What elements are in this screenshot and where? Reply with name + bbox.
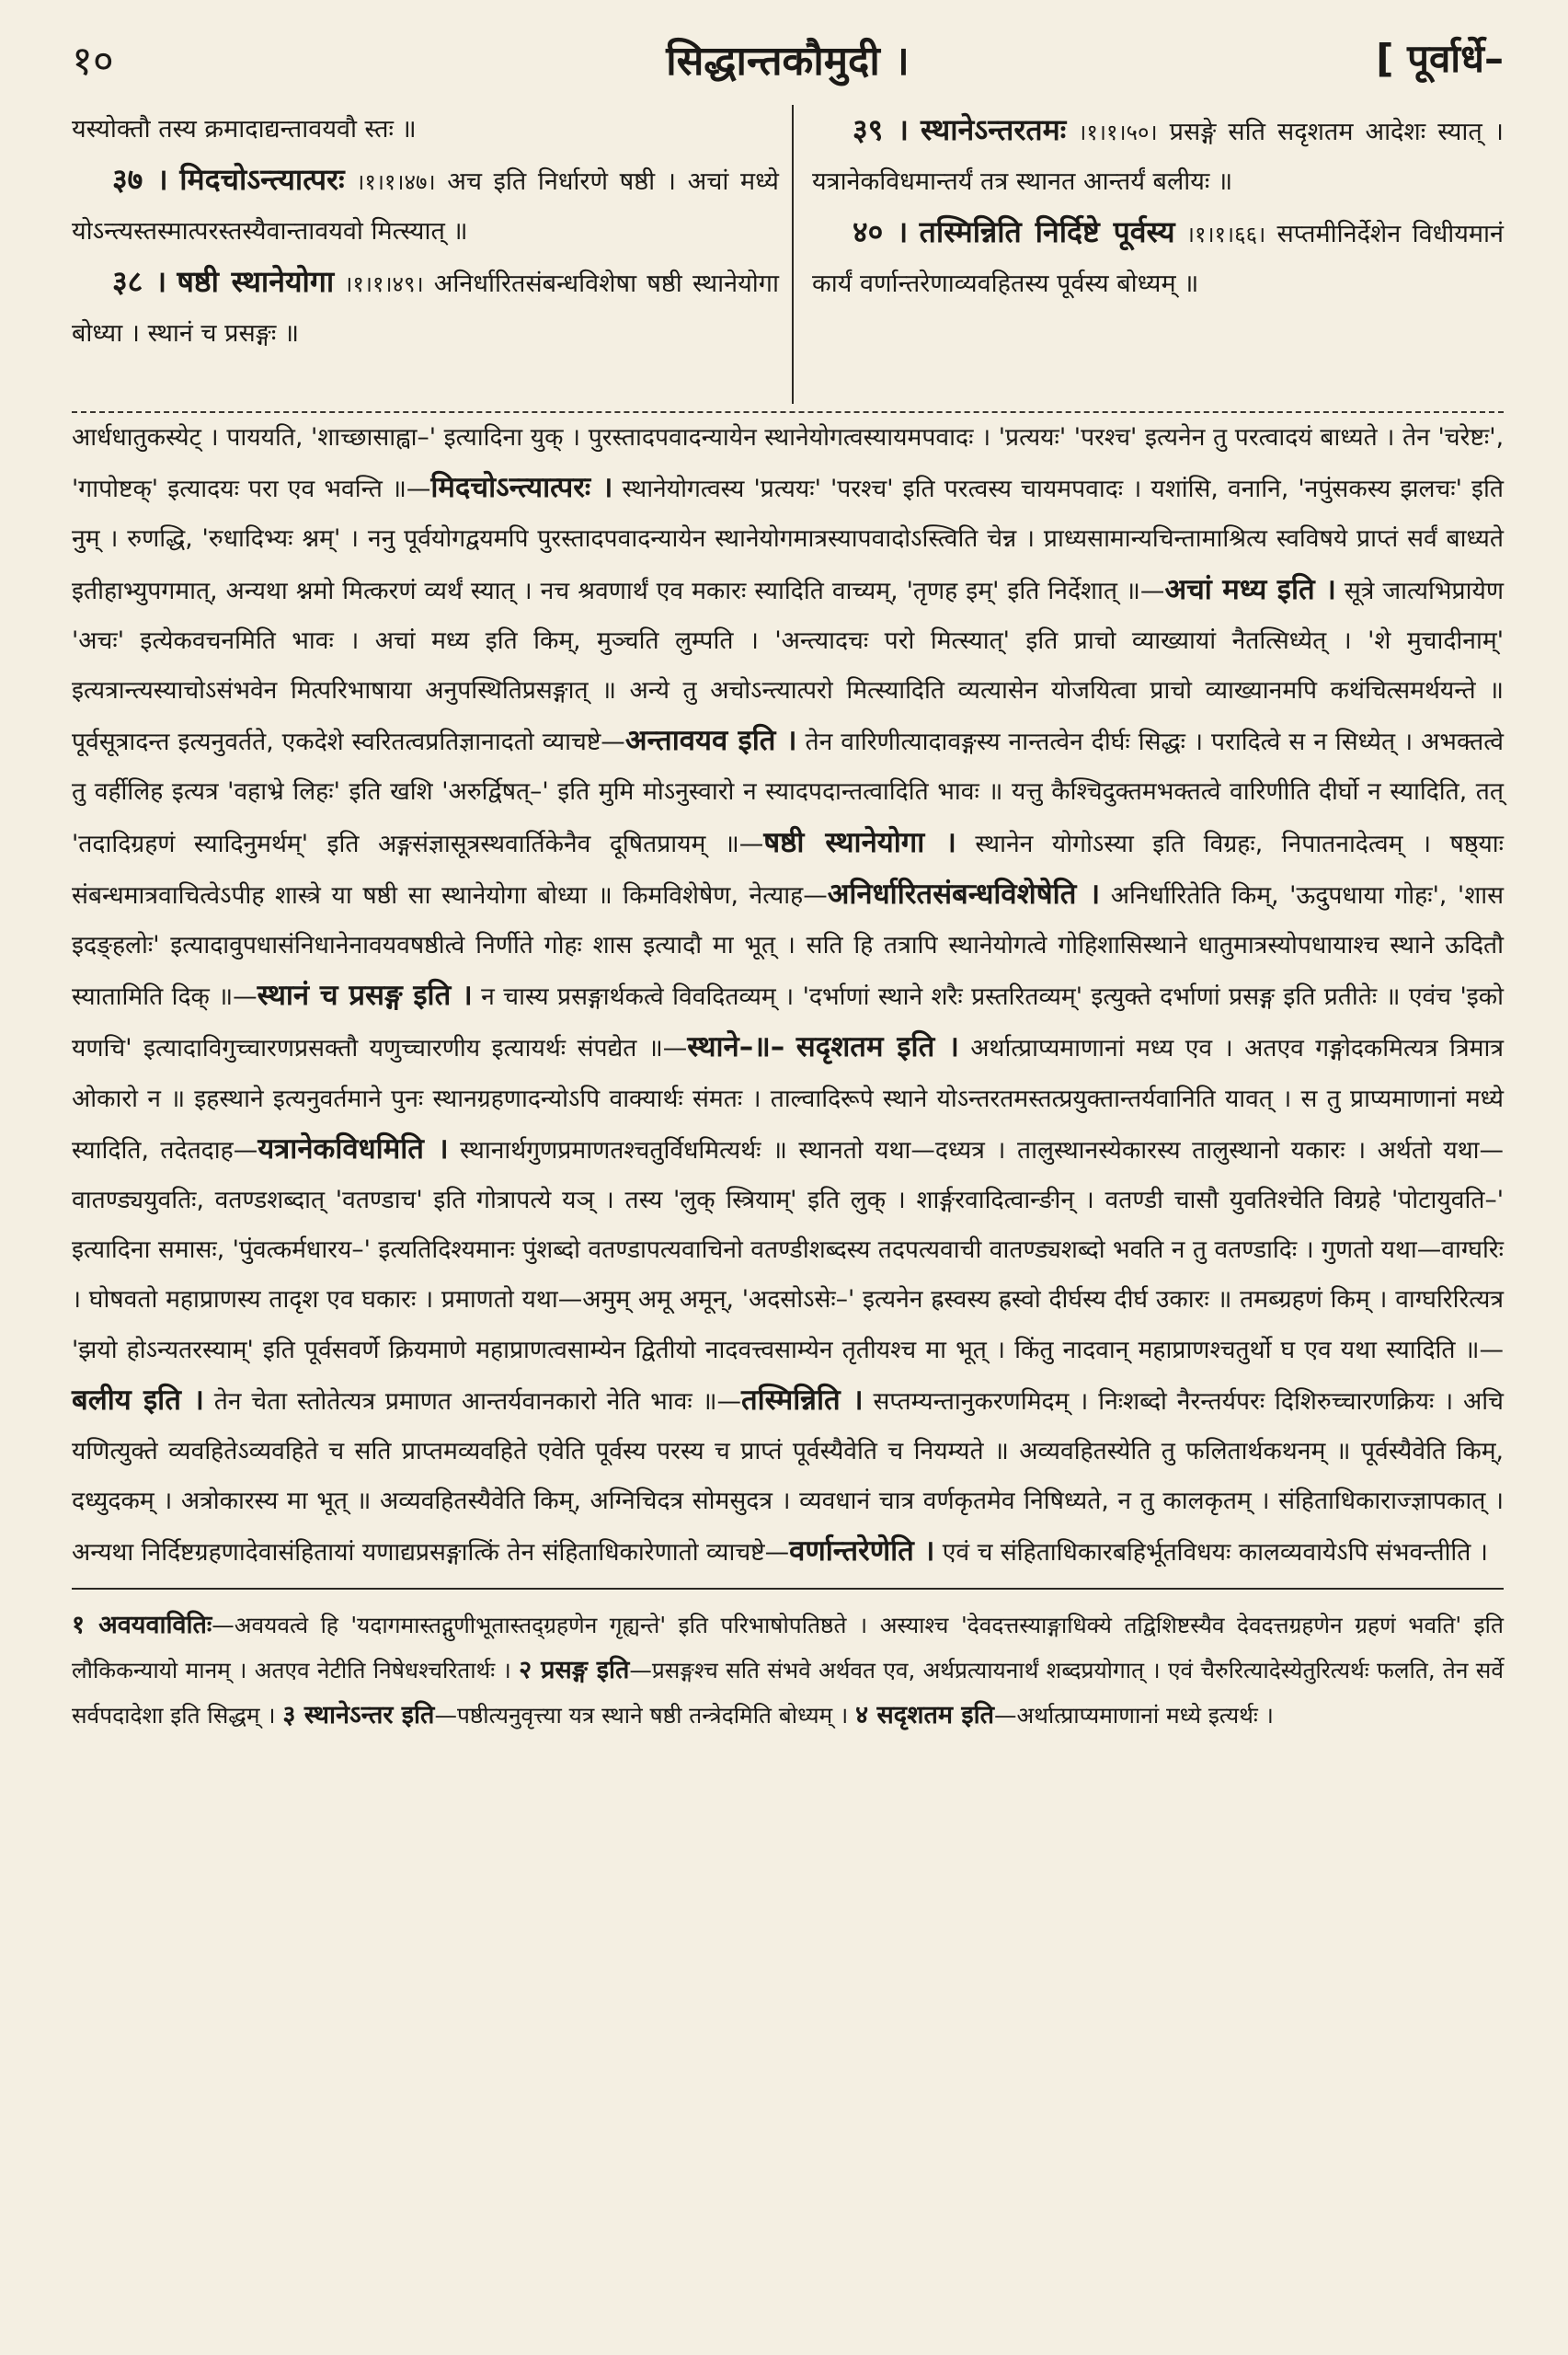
section-marker: [ पूर्वार्धे– [1376, 36, 1504, 81]
page-header [72, 24, 1504, 105]
sutra-37 [72, 155, 779, 257]
commentary-headword: अनिर्धारितसंबन्धविशेषेति । [827, 877, 1101, 911]
sutra-39 [812, 105, 1504, 207]
commentary-headword: सदृशतम इति । [795, 1030, 959, 1064]
sutra-name: तस्मिन्निति निर्दिष्टे पूर्वस्य [919, 214, 1175, 249]
commentary-headword: अचां मध्य इति । [1164, 572, 1336, 606]
commentary-headword: वर्णान्तरेणेति । [789, 1534, 935, 1568]
sutra-gloss: अनिर्धारितसंबन्धविशेषा षष्ठी स्थानेयोगा बोध्या । स्थानं च प्रसङ्गः ॥ [72, 270, 779, 348]
commentary-headword: स्थाने–॥– [687, 1030, 785, 1064]
commentary-run: आर्धधातुकस्येट् । पाययति, 'शाच्छासाह्वा–' इत्यादिना युक् । पुरस्तादपवादन्यायेन स्थानेयोगत्वस्यायमपवादः । 'प्रत्ययः' 'परश्च' इत्यनेन तु परत्वादयं बाध्यते । तेन 'चरेष्टः', 'गापोष्टक्' इत्यादयः परा एव भवन्ति ॥— [72, 423, 1504, 504]
commentary-headword: षष्ठी स्थानेयोगा । [763, 825, 956, 859]
sutra-number: ३९ । [853, 112, 909, 147]
commentary-headword: अन्तावयव इति । [624, 724, 797, 758]
commentary-text [72, 413, 1504, 1579]
footnote-label: २ प्रसङ्ग इति [519, 1655, 630, 1684]
footnote-text: —प्रसङ्गश्च सति संभवे अर्थवत एव, अर्थप्रत्यायनार्थं शब्दप्रयोगात् । एवं चैरुरित्यादेस्येतुरित्यर्थः फलति, तेन सर्वे सर्वपदादेशा इति सिद्धम् । [72, 1656, 1504, 1729]
footnote-text: —अवयवत्वे हि 'यदागमास्तद्गुणीभूतास्तद्ग्रहणेन गृह्यन्ते' इति परिभाषोपतिष्ठते । अस्याश्च 'देवदत्तस्याङ्गाधिक्ये तद्विशिष्टस्यैव देवदत्तग्रहणेन ग्रहणं भवति' इति लौकिकन्यायो मानम् । अतएव नेटीति निषेधश्चरितार्थः । [72, 1611, 1504, 1683]
running-title: सिद्धान्तकौमुदी । [666, 38, 910, 85]
sutra-name: स्थानेऽन्तरतमः [921, 112, 1067, 147]
sutra-gloss: सप्तमीनिर्देशेन विधीयमानं कार्यं वर्णान्तरेणाव्यवहितस्य पूर्वस्य बोध्यम् ॥ [812, 220, 1504, 298]
sutra-number: ४० । [853, 214, 909, 249]
sutra-column-left [72, 105, 794, 404]
footnote-label: ३ स्थानेऽन्तर इति [282, 1700, 435, 1729]
sutra-38 [72, 257, 779, 359]
commentary-run: तेन वारिणीत्यादावङ्गस्य नान्तत्वेन दीर्घः सिद्धः । परादित्वे स न सिध्येत् । अभक्तत्वे तु वर्हीलिह इत्यत्र 'वहाभ्रे लिहः' इति खशि 'अरुर्द्विषत्–' इति मुमि मोऽनुस्वारो न स्यादपदान्तत्वादिति भावः ॥ यत्तु कैश्चिदुक्तमभक्तत्वे वारिणीति दीर्घो न स्यादिति, तत् 'तदादिग्रहणं स्यादिनुमर्थम्' इति अङ्गसंज्ञासूत्रस्थवार्तिकेनैव दूषितप्रायम् ॥— [72, 728, 1505, 858]
footnote-label: १ अवयवावितिः [72, 1610, 212, 1639]
commentary-headword: यत्रानेकविधमिति । [258, 1132, 449, 1166]
sutra-column-right [794, 105, 1504, 404]
sutra-block [72, 105, 1504, 404]
commentary-run: सूत्रे जात्यभिप्रायेण 'अचः' इत्येकवचनमिति भावः । अचां मध्य इति किम्, मुञ्चति लुम्पति । 'अन्त्यादचः परो मित्स्यात्' इति प्राचो व्याख्यायां नैतत्सिध्येत् । 'शे मुचादीनाम्' इत्यत्रान्त्यस्याचोऽसंभवेन मित्परिभाषाया अनुपस्थितिप्रसङ्गात् ॥ अन्ये तु अचोऽन्त्यात्परो मित्स्यादिति व्यत्यासेन योजयित्वा प्राचो व्याख्यानमपि कथंचित्समर्थयन्ते ॥ पूर्वसूत्रादन्त इत्यनुवर्तते, एकदेशे स्वरितत्वप्रतिज्ञानादतो व्याचष्टे— [72, 576, 1504, 757]
sutra-name: मिदचोऽन्त्यात्परः [179, 162, 345, 197]
page-number: १० [72, 38, 114, 85]
sutra-name: षष्ठी स्थानेयोगा [177, 264, 335, 299]
footnotes [72, 1603, 1504, 1738]
commentary-run: स्थानेयोगत्वस्य 'प्रत्ययः' 'परश्च' इति परत्वस्य चायमपवादः । यशांसि, वनानि, 'नपुंसकस्य झलचः' इति नुम् । रुणद्धि, 'रुधादिभ्यः श्नम्' । ननु पूर्वयोगद्वयमपि पुरस्तादपवादन्यायेन स्थानेयोगमात्रस्यापवादोऽस्त्विति चेन्न । प्राध्यसामान्यचिन्तामाश्रित्य स्वविषये प्राप्तं सर्वं बाध्यते इतीहाभ्युपगमात्, अन्यथा श्नमो मित्करणं व्यर्थं स्यात् । नच श्रवणार्थं एव मकारः स्यादिति वाच्यम्, 'तृणह इम्' इति निर्देशात् ॥— [72, 475, 1505, 605]
footnote-text: —पष्ठीत्यनुवृत्त्या यत्र स्थाने षष्ठी तन्त्रेदमिति बोध्यम् । [434, 1701, 856, 1729]
sutra-reference: ।१।१।४७। [356, 169, 436, 195]
commentary-headword: बलीय इति । [72, 1383, 204, 1417]
footnote-rule [72, 1588, 1504, 1590]
commentary-run: तेन चेता स्तोतेत्यत्र प्रमाणत आन्तर्यवानकारो नेति भावः ॥— [203, 1386, 741, 1416]
sutra-reference: ।१।१।५०। [1078, 120, 1158, 145]
footnote-label: ४ सदृशतम इति [855, 1700, 995, 1729]
sutra-reference: ।१।१।६६। [1185, 222, 1266, 247]
commentary-run: सप्तम्यन्तानुकरणमिदम् । निःशब्दो नैरन्तर्यपरः दिशिरुच्चारणक्रियः । अचि यणित्युक्ते व्यवहितेऽव्यवहिते च सति प्राप्तमव्यवहिते एवेति पूर्वस्य परस्य च प्राप्तं पूर्वस्यैवेति च नियम्यते ॥ अव्यवहितस्येति तु फलितार्थकथनम् ॥ पूर्वस्यैवेति किम्, दध्युदकम् । अत्रोकारस्य मा भूत् ॥ अव्यवहितस्यैवेति किम्, अग्निचिदत्र सोमसुदत्र । व्यवधानं चात्र वर्णकृतमेव निषिध्यते, न तु कालकृतम् । संहिताधिकाराज्ज्ञापकात् । अन्यथा निर्दिष्टग्रहणादेवासंहितायां यणाद्यप्रसङ्गात्किं तेन संहिताधिकारेणातो व्याचष्टे— [72, 1386, 1504, 1568]
footnote-text: —अर्थात्प्राप्यमाणानां मध्ये इत्यर्थः । [994, 1701, 1274, 1729]
sutra-number: ३८ । [112, 264, 167, 299]
commentary-run: एवं च संहिताधिकारबहिर्भूतविधयः कालव्यवायेऽपि संभवन्तीति । [934, 1538, 1488, 1568]
sutra-number: ३७ । [112, 162, 168, 197]
sutra-gloss: अच इति निर्धारणे षष्ठी । अचां मध्ये योऽन्त्यस्तस्मात्परस्तस्यैवान्तावयवो मित्स्यात् ॥ [72, 167, 779, 246]
sutra-reference: ।१।१।४९। [344, 271, 424, 297]
commentary-headword: तस्मिन्निति । [740, 1383, 864, 1417]
commentary-run: स्थानार्थगुणप्रमाणतश्चतुर्विधमित्यर्थः ॥ स्थानतो यथा—दध्यत्र । तालुस्थानस्येकारस्य तालुस्थानो यकारः । अर्थतो यथा—वातण्ड्ययुवतिः, वतण्डशब्दात् 'वतण्डाच' इति गोत्रापत्ये यञ् । तस्य 'लुक् स्त्रियाम्' इति लुक् । शार्ङ्गरवादित्वान्ङीन् । वतण्डी चासौ युवतिश्चेति विग्रहे 'पोटायुवति–' इत्यादिना समासः, 'पुंवत्कर्मधारय–' इत्यतिदिश्यमानः पुंशब्दो वतण्डापत्यवाचिनो वतण्डीशब्दस्य तदपत्यवाची वातण्ड्यशब्दो भवति न तु वतण्डादिः । गुणतो यथा—वाग्घरिः । घोषवतो महाप्राणस्य तादृश एव घकारः । प्रमाणतो यथा—अमुम् अमू अमून्, 'अदसोऽसेः–' इत्यनेन ह्रस्वस्य ह्रस्वो दीर्घस्य दीर्घ उकारः ॥ तमब्ग्रहणं किम् । वाग्घरिरित्यत्र 'झयो होऽन्यतरस्याम्' इति पूर्वसवर्णे क्रियमाणे महाप्राणत्वसाम्येन द्वितीयो नादवत्त्वसाम्येन तृतीयश्च मा भूत् । किंतु नादवान् महाप्राणश्चतुर्थो घ एव यथा स्यादिति ॥— [72, 1135, 1504, 1364]
commentary-run: न चास्य प्रसङ्गार्थकत्वे विवदितव्यम् । 'दर्भाणां स्थाने शरैः प्रस्तरितव्यम्' इत्युक्ते दर्भाणां प्रसङ्ग इति प्रतीतेः ॥ एवंच 'इको यणचि' इत्यादाविगुच्चारणप्रसक्तौ यणुच्चारणीय इत्यायर्थः संपद्येत ॥— [72, 982, 1505, 1063]
sutra-gloss: प्रसङ्गे सति सदृशतम आदेशः स्यात् । यत्रानेकविधमान्तर्यं तत्र स्थानत आन्तर्यं बलीयः ॥ [812, 118, 1504, 196]
commentary-headword: स्थानं च प्रसङ्ग इति । [257, 979, 473, 1013]
sutra-40 [812, 207, 1504, 309]
carry-over-text [72, 105, 779, 155]
commentary-run: अनिर्धारितेति किम्, 'ऊदुपधाया गोहः', 'शास इदङ्हलोः' इत्यादावुपधासंनिधानेनावयवषष्ठीत्वे निर्णीते गोहः शास इत्यादौ मा भूत् । सति हि तत्रापि स्थानेयोगत्वे गोहिशासिस्थाने धातुमात्रस्योपधायाश्च स्थाने ऊदितौ स्यातामिति दिक् ॥— [72, 880, 1504, 1012]
commentary-run: स्थानेन योगोऽस्या इति विग्रहः, निपातनादेत्वम् । षष्ठ्याः संबन्धमात्रवाचित्वेऽपीह शास्त्रे या षष्ठी सा स्थानेयोगा बोध्या ॥ किमविशेषेण, नेत्याह— [72, 829, 1505, 910]
commentary-headword: मिदचोऽन्त्यात्परः । [430, 471, 613, 505]
commentary-run: अर्थात्प्राप्यमाणानां मध्य एव । अतएव गङ्गोदकमित्यत्र त्रिमात्र ओकारो न ॥ इहस्थाने इत्यनुवर्तमाने पुनः स्थानग्रहणादन्योऽपि वाक्यार्थः संमतः । ताल्वादिरूपे स्थाने योऽन्तरतमस्तत्प्रयुक्तान्तर्यवानिति यावत् । स तु प्राप्यमाणानां मध्ये स्यादिति, तदेतदाह— [72, 1034, 1504, 1165]
carry-over-line: यस्योक्तौ तस्य क्रमादाद्यन्तावयवौ स्तः ॥ [72, 115, 417, 144]
